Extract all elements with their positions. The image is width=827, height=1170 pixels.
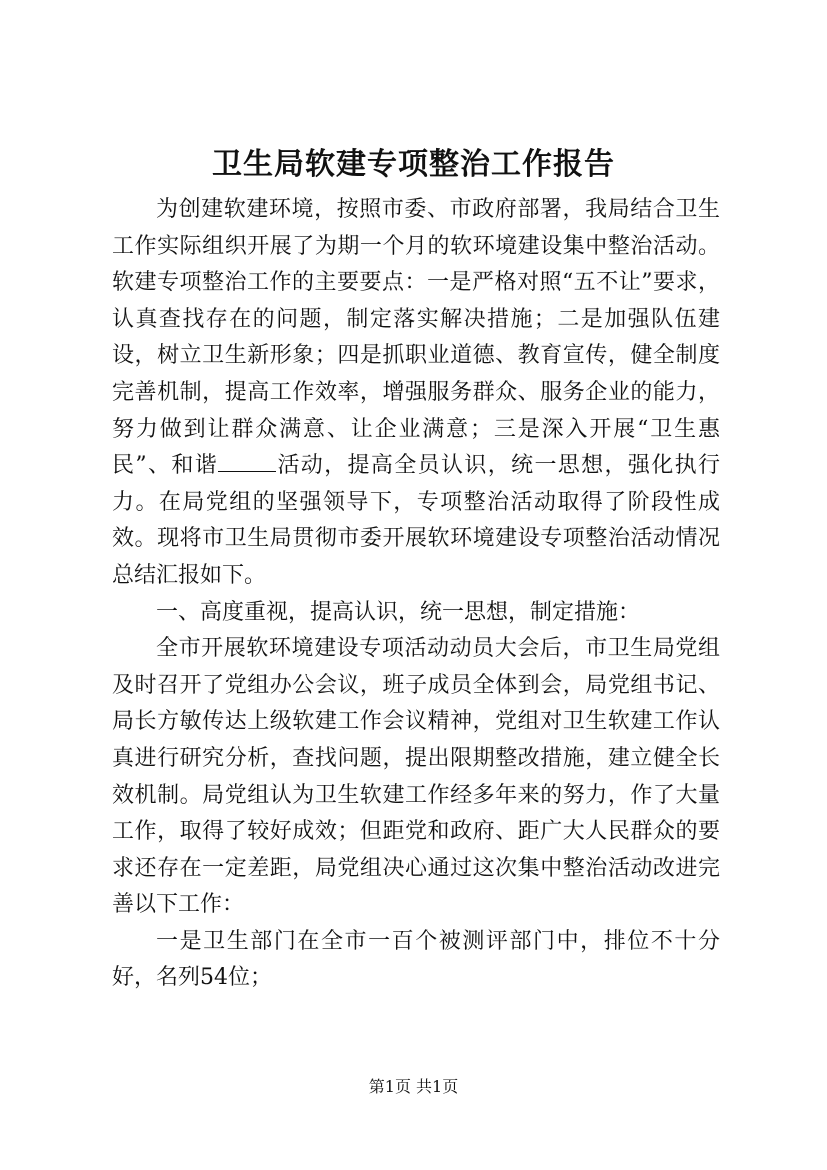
page-footer: 第1页 共1页 [368,1077,459,1096]
paragraph-intro [112,192,720,595]
paragraph-item-1: 一是卫生部门在全市一百个被测评部门中，排位不十分好，名列54位； [112,928,720,991]
section-heading-1: 一、高度重视，提高认识，统一思想，制定措施： [156,599,641,625]
document-title: 卫生局软建专项整治工作报告 [212,147,615,182]
paragraph-intro-text-before-blank: 为创建软建环境，按照市委、市政府部署，我局结合卫生工作实际组织开展了为期一个月的软环境建设集中整治活动。软建专项整治工作的主要要点：一是严格对照“五不让”要求，认真查找存在的问题，制定落实解决措施；二是加强队伍建设，树立卫生新形象；四是抓职业道德、教育宣传，健全制度完善机制，提高工作效率，增强服务群众、服务企业的能力，努力做到让群众满意、让企业满意；三是深入开展“卫生惠民”、和谐 [112,197,720,479]
fill-in-blank [218,453,276,472]
paragraph-section-1: 全市开展软环境建设专项活动动员大会后，市卫生局党组及时召开了党组办公会议，班子成员全体到会，局党组书记、局长方敏传达上级软建工作会议精神，党组对卫生软建工作认真进行研究分析，查找问题，提出限期整改措施，建立健全长效机制。局党组认为卫生软建工作经多年来的努力，作了大量工作，取得了较好成效；但距党和政府、距广大人民群众的要求还存在一定差距，局党组决心通过这次集中整治活动改进完善以下工作： [112,636,720,918]
paragraph-intro-text-after-blank: 活动，提高全员认识，统一思想，强化执行力。在局党组的坚强领导下，专项整治活动取得了阶段性成效。现将市卫生局贯彻市委开展软环境建设专项整治活动情况总结汇报如下。 [112,453,720,588]
document-body [112,192,720,997]
